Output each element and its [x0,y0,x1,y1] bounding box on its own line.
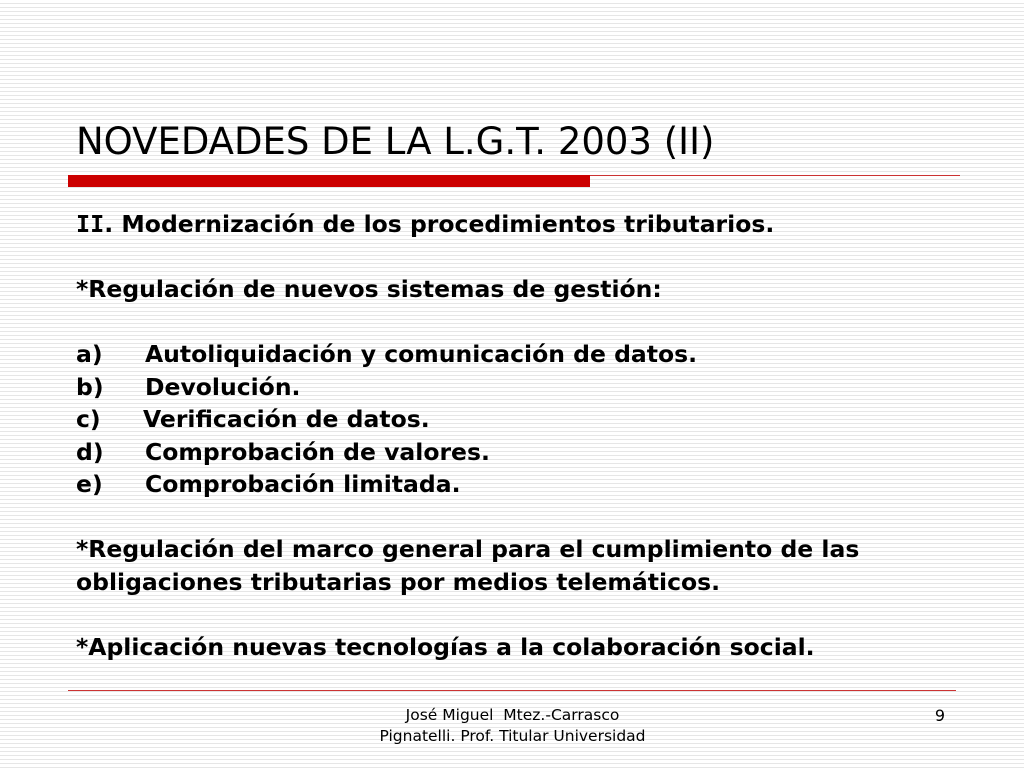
slide-body [76,208,956,663]
list-marker: c) [76,405,101,433]
subheading-management-systems: *Regulación de nuevos sistemas de gestión: [76,275,662,303]
list-item [76,338,956,371]
list-item-text: Comprobación limitada. [145,470,461,498]
list-item [76,403,956,436]
spacer [76,598,956,631]
author-line-2: Pignatelli. Prof. Titular Universidad [379,727,646,745]
slide-title: NOVEDADES DE LA L.G.T. 2003 (II) [76,120,715,163]
list-item-text: Devolución. [145,372,301,401]
title-accent-bar [68,175,590,187]
section-heading [76,208,956,241]
section-number: II [76,210,105,238]
section-title: Modernización de los procedimientos tributarios. [121,210,775,238]
list-item-text: Comprobación de valores. [145,437,490,466]
list-marker: b) [76,372,104,401]
spacer [76,306,956,339]
list-item [76,371,956,404]
page-number: 9 [934,706,946,725]
footer-author [340,705,685,747]
list-item [76,436,956,469]
list-item [76,468,956,501]
list-marker: a) [76,340,103,368]
spacer [76,501,956,534]
list-marker: e) [76,470,103,498]
author-line-1: José Miguel Mtez.-Carrasco [405,706,620,724]
section-separator: . [104,210,114,238]
spacer [76,241,956,274]
subheading-new-technologies: *Aplicación nuevas tecnologías a la colaboración social. [76,632,815,661]
list-item-text: Verificación de datos. [143,405,430,433]
list-item-text: Autoliquidación y comunicación de datos. [145,340,698,368]
subheading-telematic-framework: *Regulación del marco general para el cumplimiento de las obligaciones tributarias por medios telemáticos. [76,535,860,596]
footer-rule [68,690,956,691]
list-marker: d) [76,437,104,466]
